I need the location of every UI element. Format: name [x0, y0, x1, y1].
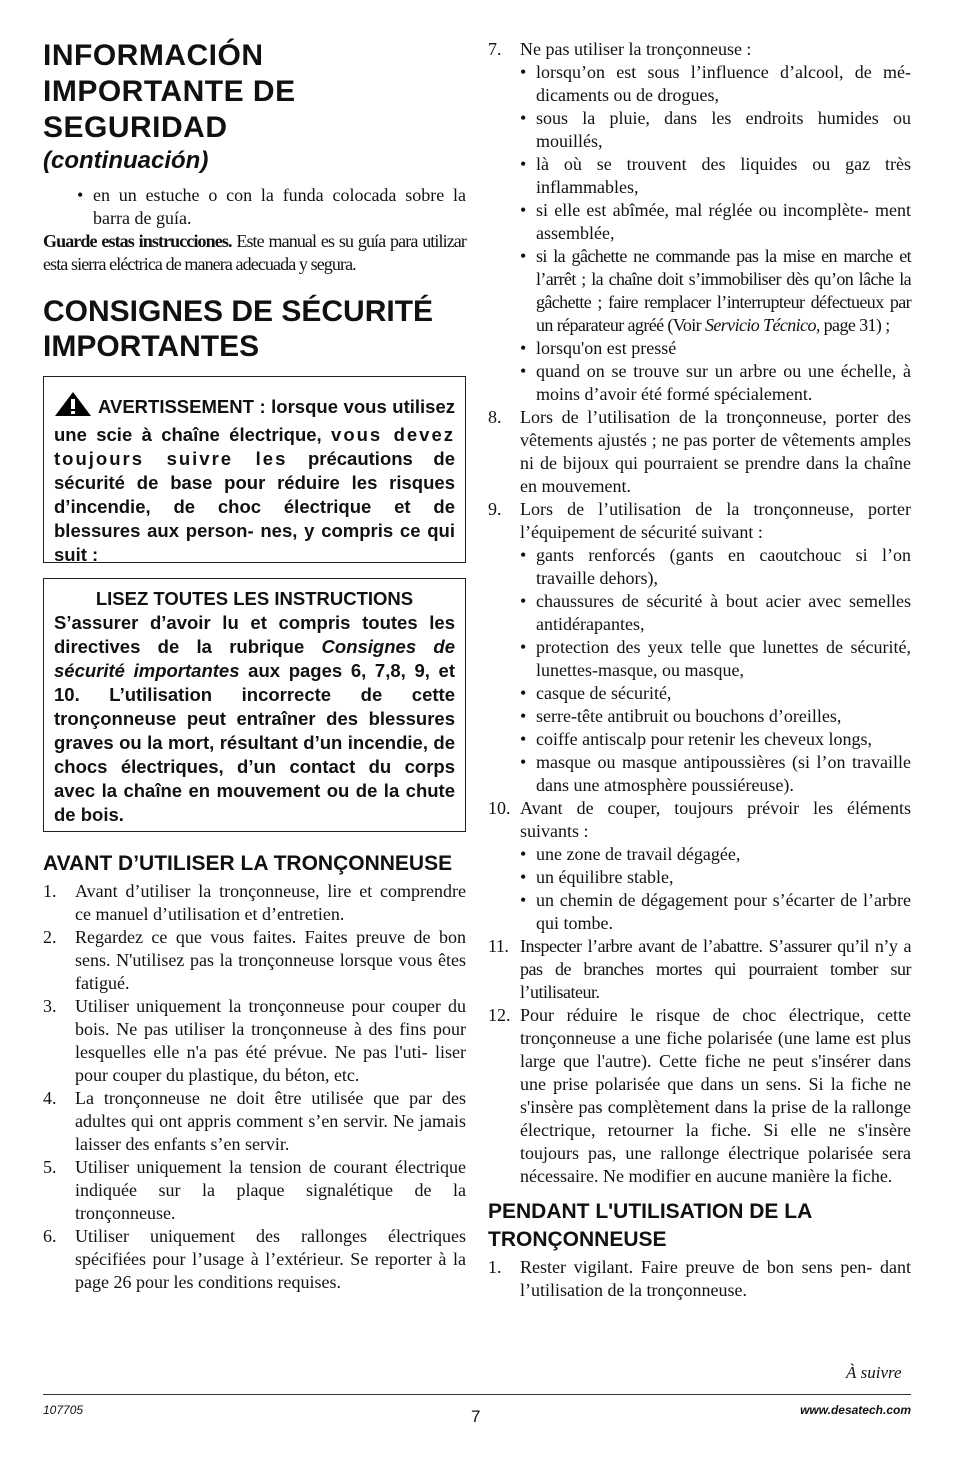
spanish-bullet-list — [77, 184, 466, 230]
list-item: • serre-tête antibruit ou bouchons d’oreilles, — [520, 705, 911, 728]
item-number: 10. — [488, 798, 511, 818]
item-text: Lors de l’utilisation de la tronçonneuse, porter des vêtements ajustés ; ne pas porter de vêtements amples ni de bijoux qui pourraient se prendre dans la chaîne en mouvement. — [520, 407, 911, 496]
item-number: 2. — [43, 927, 57, 947]
page-number: 7 — [471, 1407, 481, 1426]
item-text: Regardez ce que vous faites. Faites preuve de bon sens. N'utilisez pas la tronçonneuse lorsque vous êtes fatigué. — [75, 927, 466, 993]
during-use-heading: PENDANT L'UTILISATION DE LA TRONÇONNEUSE — [488, 1200, 812, 1251]
precautions-list — [488, 38, 911, 1188]
list-item: • masque ou masque antipoussières (si l’on travaille dans une atmosphère poussiéreuse). — [520, 751, 911, 797]
warning-text-2: vous devez toujours suivre les — [54, 424, 455, 469]
list-item — [488, 1004, 911, 1188]
item-number: 8. — [488, 407, 502, 427]
service-reference: Servicio Técnico, — [704, 315, 820, 335]
list-item — [488, 935, 911, 1004]
item-text: Ne pas utiliser la tronçonneuse : — [520, 39, 752, 59]
item-text: Inspecter l’arbre avant de l’abattre. S’assurer qu’il n’y a pas de branches mortes qui pourraient tomber sur l’utilisateur. — [520, 936, 911, 1002]
list-item — [488, 1256, 911, 1302]
list-item: • en un estuche o con la funda colocada sobre la barra de guía. — [77, 184, 466, 230]
list-item — [488, 38, 911, 406]
item-text: Rester vigilant. Faire preuve de bon sens pen- dant l’utilisation de la tronçonneuse. — [520, 1257, 911, 1300]
list-item — [520, 245, 911, 337]
item-text: Avant d’utiliser la tronçonneuse, lire et comprendre ce manuel d’utilisation et d’entretien. — [75, 881, 466, 924]
item-number: 3. — [43, 996, 57, 1016]
item-text: page 31) ; — [819, 315, 890, 335]
footer-divider — [43, 1394, 911, 1395]
warning-text-1: AVERTISSEMENT : lorsque vous utilisez une scie à chaîne électrique, — [54, 396, 455, 445]
spanish-title — [43, 38, 466, 146]
title-line: IMPORTANTES — [43, 330, 260, 363]
french-title — [43, 294, 466, 364]
item-number: 1. — [488, 1257, 502, 1277]
read-box-italic: Consignes de sécurité importantes — [54, 636, 455, 681]
read-box-text: S’assurer d’avoir lu et compris toutes les directives de la rubrique — [54, 612, 455, 657]
list-item: • si elle est abîmée, mal réglée ou incomplète- ment assemblée, — [520, 199, 911, 245]
item-text: Pour réduire le risque de choc électrique, cette tronçonneuse a une fiche polarisée (une lame est plus large que l'autre). Cette fiche ne peut s'insérer dans une prise polarisée que dans un sens. Si la fiche ne s'insère pas complètement dans la prise de la rallonge électrique, retourner la fiche. Si elle ne s'insère toujours pas, une rallonge électrique polarisée sera nécessaire. Ne modifier en aucune manière la fiche. — [520, 1005, 911, 1186]
list-item: • casque de sécurité, — [520, 682, 911, 705]
title-line: SEGURIDAD — [43, 111, 228, 144]
list-item — [43, 1225, 466, 1294]
list-item: • une zone de travail dégagée, — [520, 843, 911, 866]
left-column — [43, 38, 466, 1294]
save-instructions-text: Este manual es su guía para utilizar esta sierra eléctrica de manera adecuada y segura. — [43, 231, 466, 274]
bullet-list — [520, 61, 911, 406]
list-item: • un chemin de dégagement pour s’écarter de l’arbre qui tombe. — [520, 889, 911, 935]
before-use-heading: AVANT D’UTILISER LA TRONÇONNEUSE — [43, 852, 453, 875]
list-item: • lorsqu'on est pressé — [520, 337, 911, 360]
bullet-list — [520, 544, 911, 797]
list-item — [488, 797, 911, 935]
bullet-list — [520, 843, 911, 935]
right-column — [488, 38, 911, 1302]
item-number: 12. — [488, 1005, 511, 1025]
list-item — [488, 406, 911, 498]
warning-text-3: précautions de sécurité de base pour réduire les risques d’incendie, de choc électrique et de blessures aux person- nes, y compris ce qui suit : — [54, 448, 456, 565]
document-number: 107705 — [43, 1403, 84, 1417]
list-item — [488, 498, 911, 797]
list-item: • protection des yeux telle que lunettes de sécurité, lunettes-masque, ou masque, — [520, 636, 911, 682]
item-text: Lors de l’utilisation de la tronçonneuse, porter l’équipement de sécurité suivant : — [520, 499, 911, 542]
item-text: Utiliser uniquement la tronçonneuse pour couper du bois. Ne pas utiliser la tronçonneuse à des fins pour lesquelles elle n'a pas été prévue. Ne pas l'uti- liser pour couper du plastique, du béton, etc. — [75, 996, 466, 1085]
title-line: CONSIGNES DE SÉCURITÉ — [43, 295, 434, 328]
item-text: Avant de couper, toujours prévoir les éléments suivants : — [520, 798, 911, 841]
item-number: 11. — [488, 936, 509, 956]
list-item — [43, 995, 466, 1087]
list-item: • quand on se trouve sur un arbre ou une échelle, à moins d’avoir été formé spécialement. — [520, 360, 911, 406]
warning-triangle-icon — [54, 391, 92, 423]
list-item: • gants renforcés (gants en caoutchouc si l’on travaille dehors), — [520, 544, 911, 590]
website-link[interactable]: www.desatech.com — [800, 1403, 911, 1417]
title-line: INFORMACIÓN — [43, 39, 264, 72]
list-item: • un équilibre stable, — [520, 866, 911, 889]
item-number: 9. — [488, 499, 502, 519]
item-number: 4. — [43, 1088, 57, 1108]
before-use-list — [43, 880, 466, 1294]
during-use-list — [488, 1256, 911, 1302]
read-box-text: aux pages 6, 7,8, 9, et 10. L’utilisation incorrecte de cette tronçonneuse peut entraîner des blessures graves ou la mort, résultant d’un incendie, de chocs électriques, d’un contact du corps avec la chaîne en mouvement ou de la chute de bois. — [54, 660, 455, 825]
list-item — [43, 880, 466, 926]
title-line: IMPORTANTE DE — [43, 75, 296, 108]
list-item: • chaussures de sécurité à bout acier avec semelles antidérapantes, — [520, 590, 911, 636]
item-number: 5. — [43, 1157, 57, 1177]
item-text: Utiliser uniquement la tension de courant électrique indiquée sur la plaque signalétique de la tronçonneuse. — [75, 1157, 466, 1223]
item-number: 6. — [43, 1226, 57, 1246]
list-item — [43, 1087, 466, 1156]
warning-box — [43, 376, 466, 563]
save-instructions-bold: Guarde estas instrucciones. — [43, 231, 232, 251]
read-instructions-box — [43, 578, 466, 832]
item-text: La tronçonneuse ne doit être utilisée que par des adultes qui ont appris comment s’en servir. Ne jamais laisser des enfants s’en servir. — [75, 1088, 466, 1154]
list-item: • sous la pluie, dans les endroits humides ou mouillés, — [520, 107, 911, 153]
list-item: • là où se trouvent des liquides ou gaz très inflammables, — [520, 153, 911, 199]
save-instructions — [43, 230, 466, 276]
list-item — [43, 926, 466, 995]
read-box-title: LISEZ TOUTES LES INSTRUCTIONS — [95, 588, 414, 609]
list-item — [43, 1156, 466, 1225]
list-item: • lorsqu’on est sous l’influence d’alcool, de mé- dicaments ou de drogues, — [520, 61, 911, 107]
list-item: • coiffe antiscalp pour retenir les cheveux longs, — [520, 728, 911, 751]
item-text: Utiliser uniquement des rallonges électriques spécifiées pour l’usage à l’extérieur. Se reporter à la page 26 pour les conditions requises. — [75, 1226, 466, 1292]
item-text: si la gâchette ne commande pas la mise en marche et l’arrêt ; la chaîne doit s’immobiliser dès qu’on lâche la gâchette ; faire remplacer l’interrupteur défectueux par un réparateur agréé (Voir — [536, 246, 911, 335]
spanish-subtitle: (continuación) — [43, 147, 209, 174]
continued-note: À suivre — [846, 1363, 902, 1382]
item-number: 1. — [43, 881, 57, 901]
item-number: 7. — [488, 39, 502, 59]
